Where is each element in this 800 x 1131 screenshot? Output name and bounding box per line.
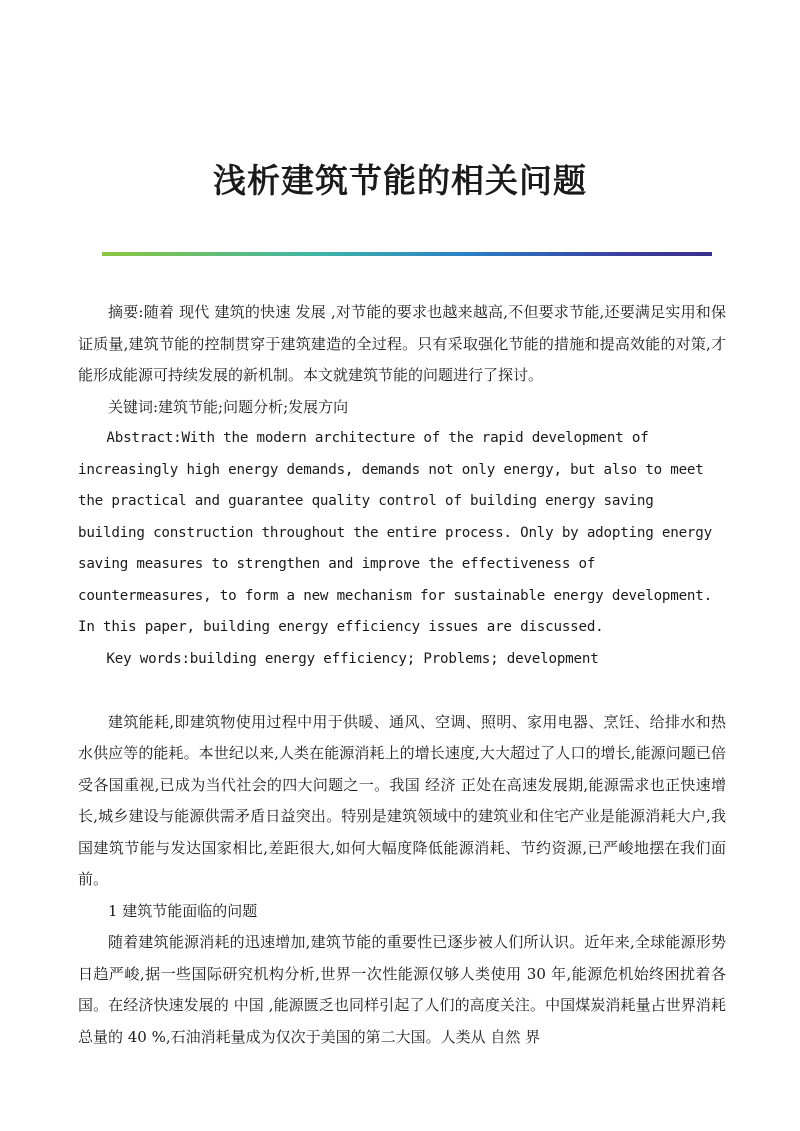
- keywords-chinese: 关键词:建筑节能;问题分析;发展方向: [108, 397, 349, 416]
- intro-paragraph: 建筑能耗,即建筑物使用过程中用于供暖、通风、空调、照明、家用电器、烹饪、给排水和热水供应等的能耗。本世纪以来,人类在能源消耗上的增长速度,大大超过了人口的增长,能源问题已倍受各国重视,已成为当代社会的四大问题之一。我国 经济 正处在高速发展期,能源需求也正快速增长,城乡建设与能源供需矛盾日益突出。特别是建筑领域中的建筑业和住宅产业是能源消耗大户,我国建筑节能与发达国家相比,差距很大,如何大幅度降低能源消耗、节约资源,已严峻地摆在我们面前。: [78, 712, 726, 888]
- keywords-english: Key words:building energy efficiency; Problems; development: [106, 650, 599, 667]
- section-1-paragraph: 随着建筑能源消耗的迅速增加,建筑节能的重要性已逐步被人们所认识。近年来,全球能源形势日趋严峻,据一些国际研究机构分析,世界一次性能源仅够人类使用 30 年,能源危机始终困扰着各国。在经济快速发展的 中国 ,能源匮乏也同样引起了人们的高度关注。中国煤炭消耗量占世界消耗总量的 40 %,石油消耗量成为仅次于美国的第二大国。人类从 自然 界: [78, 933, 726, 1046]
- abstract-chinese: 摘要:随着 现代 建筑的快速 发展 ,对节能的要求也越来越高,不但要求节能,还要满足实用和保证质量,建筑节能的控制贯穿于建筑建造的全过程。只有采取强化节能的措施和提高效能的对策,才能形成能源可持续发展的新机制。本文就建筑节能的问题进行了探讨。: [78, 303, 726, 384]
- document-body: [78, 297, 726, 1053]
- document-title: 浅析建筑节能的相关问题: [213, 161, 587, 200]
- title-gradient-rule: [102, 252, 712, 256]
- abstract-english: Abstract:With the modern architecture of the rapid development of increasingly high energy demands, demands not only energy, but also to meet the practical and guarantee quality control of building energy saving building construction throughout the entire process. Only by adopting energy saving measures to strengthen and improve the effectiveness of countermeasures, to form a new mechanism for sustainable energy development. In this paper, building energy efficiency issues are discussed.: [78, 430, 712, 635]
- paragraph-spacer: [78, 675, 726, 707]
- section-1-heading: 1 建筑节能面临的问题: [108, 901, 258, 920]
